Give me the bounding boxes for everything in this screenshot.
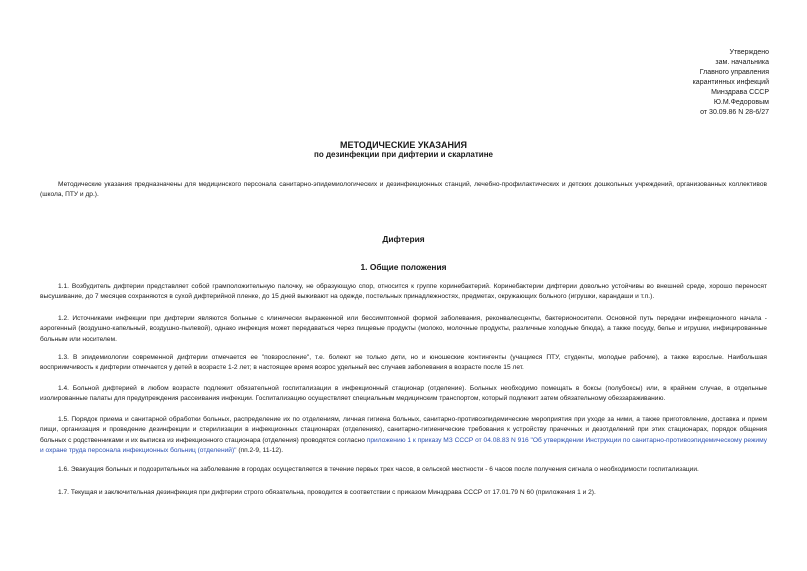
approval-block: [693, 48, 769, 118]
paragraph-1-7: 1.7. Текущая и заключительная дезинфекция при дифтерии строго обязательна, проводится в соответствии с приказом Минздрава СССР от 17.01.79 N 60 (приложения 1 и 2).: [58, 489, 596, 496]
order-916-link[interactable]: приложению 1 к приказу МЗ СССР от 04.08.83 N 916 "Об утверждении Инструкции по санитарно-противоэпидемическому режиму и охране труда персонала инфекционных больниц (отделений)": [40, 436, 767, 455]
document-title-sub: по дезинфекции при дифтерии и скарлатине: [314, 150, 493, 159]
document-title-main: МЕТОДИЧЕСКИЕ УКАЗАНИЯ: [340, 140, 467, 150]
paragraph-1-6: 1.6. Эвакуация больных и подозрительных на заболевание в городах осуществляется в течение первых трех часов, в сельской местности - 6 часов после получения сигнала о необходимости госпитализации.: [58, 466, 699, 473]
paragraph-1-1: 1.1. Возбудитель дифтерии представляет собой грамположительную палочку, не образующую спор, относится к группе коринебактерий. Коринебактерии дифтерии довольно устойчивы во внешней среде, хорошо переносят высушивание, до 7 месяцев сохраняются в сухой дифтерийной пленке, до 15 дней выживают на одежде, постельных принадлежностях, предметах, окружающих больного (игрушки, карандаши и т.п.).: [40, 283, 767, 301]
intro-paragraph: Методические указания предназначены для медицинского персонала санитарно-эпидемиологических и дезинфекционных станций, лечебно-профилактических и детских дошкольных учреждений, организованных коллективов (школа, ПТУ и др.).: [40, 181, 767, 199]
paragraph-1-3: 1.3. В эпидемиологии современной дифтерии отмечается ее "повзросление", т.е. болеют не только дети, но и юношеские контингенты (учащиеся ПТУ, студенты, молодые рабочие), а также взрослые. Наибольшая восприимчивость к дифтерии отмечается у детей в возрасте 1-2 лет; в настоящее время возрос удельный вес случаев заболевания в возрасте после 15 лет.: [40, 354, 767, 372]
subsection-title: 1. Общие положения: [360, 262, 447, 272]
approval-line: Ю.М.Федоровым: [713, 99, 769, 106]
section-title: Дифтерия: [382, 234, 425, 244]
paragraph-1-5-tail: (пп.2-9, 11-12).: [236, 447, 284, 455]
approval-line: Утверждено: [729, 49, 769, 56]
approval-line: от 30.09.86 N 28-6/27: [700, 109, 769, 116]
paragraph-1-4: 1.4. Больной дифтерией в любом возрасте подлежит обязательной госпитализации в инфекционный стационар (отделение). Больных необходимо помещать в боксы (полубоксы) или, в крайнем случае, в отдельные изолированные палаты для предупреждения рассеивания инфекции. Госпитализацию осуществляет специальным медицинским транспортом, который подлежит затем обязательному обеззараживанию.: [40, 385, 767, 403]
paragraph-1-5-text: 1.5. Порядок приема и санитарной обработки больных, распределение их по отделениям, личная гигиена больных, санитарно-противоэпидемические мероприятия при уходе за ними, а также приготовление, доставка и прием пищи, организация и проведение дезинфекции и стерилизации в инфекционных стационарах (отделениях), санитарно-гигиенические требования к устройству прачечных и дезотделений при этих стационарах, порядок общения больных с родственниками и их выписка из инфекционного стационара (отделения) проводятся согласно: [40, 416, 767, 444]
approval-line: Главного управления: [699, 69, 769, 76]
approval-line: Минздрава СССР: [711, 89, 769, 96]
approval-line: зам. начальника: [715, 59, 769, 66]
approval-line: карантинных инфекций: [692, 79, 769, 86]
paragraph-1-5: [40, 415, 767, 457]
paragraph-1-2: 1.2. Источниками инфекции при дифтерии являются больные с клинически выраженной или бессимптомной формой заболевания, реконвалесценты, бактерионосители. Основной путь передачи инфекционного начала - аэрогенный (воздушно-капельный, воздушно-пылевой), однако инфекция может передаваться через пищевые продукты (молоко, молочные продукты, различные холодные блюда), а также посуду, белье и игрушки, инфицированные больным или носителем.: [40, 315, 767, 343]
document-title: [0, 140, 807, 160]
